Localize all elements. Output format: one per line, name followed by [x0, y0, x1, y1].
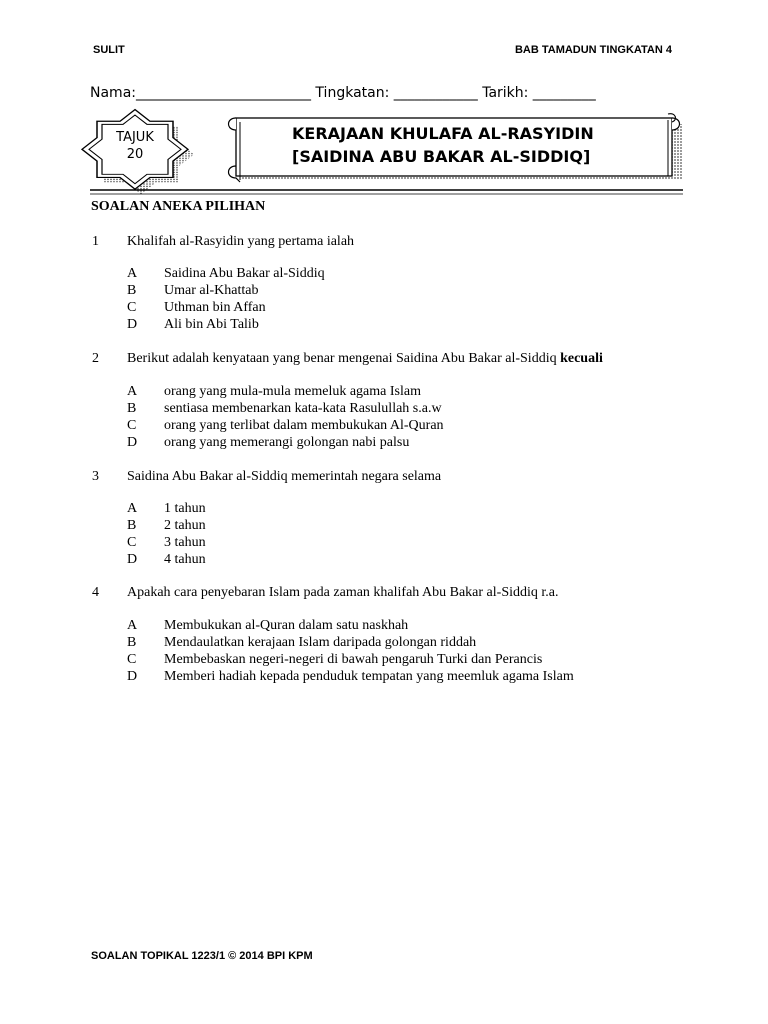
- option-letter: B: [127, 401, 137, 416]
- option-letter: A: [127, 384, 138, 399]
- option-letter: A: [127, 618, 138, 633]
- option-row: [0, 652, 768, 669]
- option-text: Ali bin Abi Talib: [164, 317, 259, 332]
- option-row: [0, 283, 768, 300]
- banner-title-line1: KERAJAAN KHULAFA AL-RASYIDIN: [292, 124, 594, 143]
- option-letter: B: [127, 635, 137, 650]
- option-letter: B: [127, 518, 137, 533]
- option-row: [0, 418, 768, 435]
- option-letter: C: [127, 300, 137, 315]
- option-row: [0, 401, 768, 418]
- option-text: 2 tahun: [164, 518, 206, 533]
- option-letter: D: [127, 317, 138, 332]
- option-letter: C: [127, 535, 137, 550]
- option-row: [0, 518, 768, 535]
- option-letter: A: [127, 266, 138, 281]
- option-row: [0, 669, 768, 686]
- badge-number: 20: [126, 147, 144, 162]
- badge-label: TAJUK: [116, 130, 154, 145]
- question-emphasis: kecuali: [560, 351, 603, 366]
- option-text: orang yang mula-mula memeluk agama Islam: [164, 384, 421, 399]
- option-row: [0, 384, 768, 401]
- question-number: 1: [92, 234, 99, 249]
- option-row: [0, 435, 768, 452]
- option-letter: D: [127, 435, 138, 450]
- option-letter: B: [127, 283, 137, 298]
- option-letter: A: [127, 501, 138, 516]
- footer-text: SOALAN TOPIKAL 1223/1 © 2014 BPI KPM: [91, 950, 313, 962]
- option-text: Umar al-Khattab: [164, 283, 259, 298]
- option-letter: D: [127, 552, 138, 567]
- option-text: 3 tahun: [164, 535, 206, 550]
- question-text: Apakah cara penyebaran Islam pada zaman khalifah Abu Bakar al-Siddiq r.a.: [127, 585, 559, 600]
- header-left: SULIT: [93, 44, 125, 56]
- option-letter: C: [127, 652, 137, 667]
- option-row: [0, 266, 768, 283]
- option-row: [0, 635, 768, 652]
- option-row: [0, 535, 768, 552]
- option-text: orang yang memerangi golongan nabi palsu: [164, 435, 410, 450]
- option-text: orang yang terlibat dalam membukukan Al-Quran: [164, 418, 444, 433]
- option-text: Membukukan al-Quran dalam satu naskhah: [164, 618, 409, 633]
- question-number: 2: [92, 351, 99, 366]
- option-text: sentiasa membenarkan kata-kata Rasulullah s.a.w: [164, 401, 442, 416]
- option-text: Memberi hadiah kepada penduduk tempatan yang meemluk agama Islam: [164, 669, 574, 684]
- section-heading: SOALAN ANEKA PILIHAN: [91, 199, 266, 214]
- question-text: Berikut adalah kenyataan yang benar mengenai Saidina Abu Bakar al-Siddiq kecuali: [127, 351, 603, 366]
- question-text: Khalifah al-Rasyidin yang pertama ialah: [127, 234, 355, 249]
- option-text: Saidina Abu Bakar al-Siddiq: [164, 266, 325, 281]
- student-info-line: Nama:_________________________ Tingkatan: ____________ Tarikh: _________: [90, 85, 596, 101]
- option-text: Membebaskan negeri-negeri di bawah pengaruh Turki dan Perancis: [164, 652, 543, 667]
- option-row: [0, 317, 768, 334]
- option-text: 1 tahun: [164, 501, 206, 516]
- option-letter: C: [127, 418, 137, 433]
- option-row: [0, 618, 768, 635]
- option-row: [0, 552, 768, 569]
- option-text: 4 tahun: [164, 552, 206, 567]
- question-text: Saidina Abu Bakar al-Siddiq memerintah negara selama: [127, 469, 442, 484]
- option-text: Uthman bin Affan: [164, 300, 266, 315]
- question-number: 3: [92, 469, 99, 484]
- question-number: 4: [92, 585, 99, 600]
- option-row: [0, 300, 768, 317]
- banner-title-line2: [SAIDINA ABU BAKAR AL-SIDDIQ]: [292, 147, 591, 166]
- option-row: [0, 501, 768, 518]
- option-letter: D: [127, 669, 138, 684]
- header-right: BAB TAMADUN TINGKATAN 4: [514, 44, 672, 56]
- option-text: Mendaulatkan kerajaan Islam daripada golongan riddah: [164, 635, 477, 650]
